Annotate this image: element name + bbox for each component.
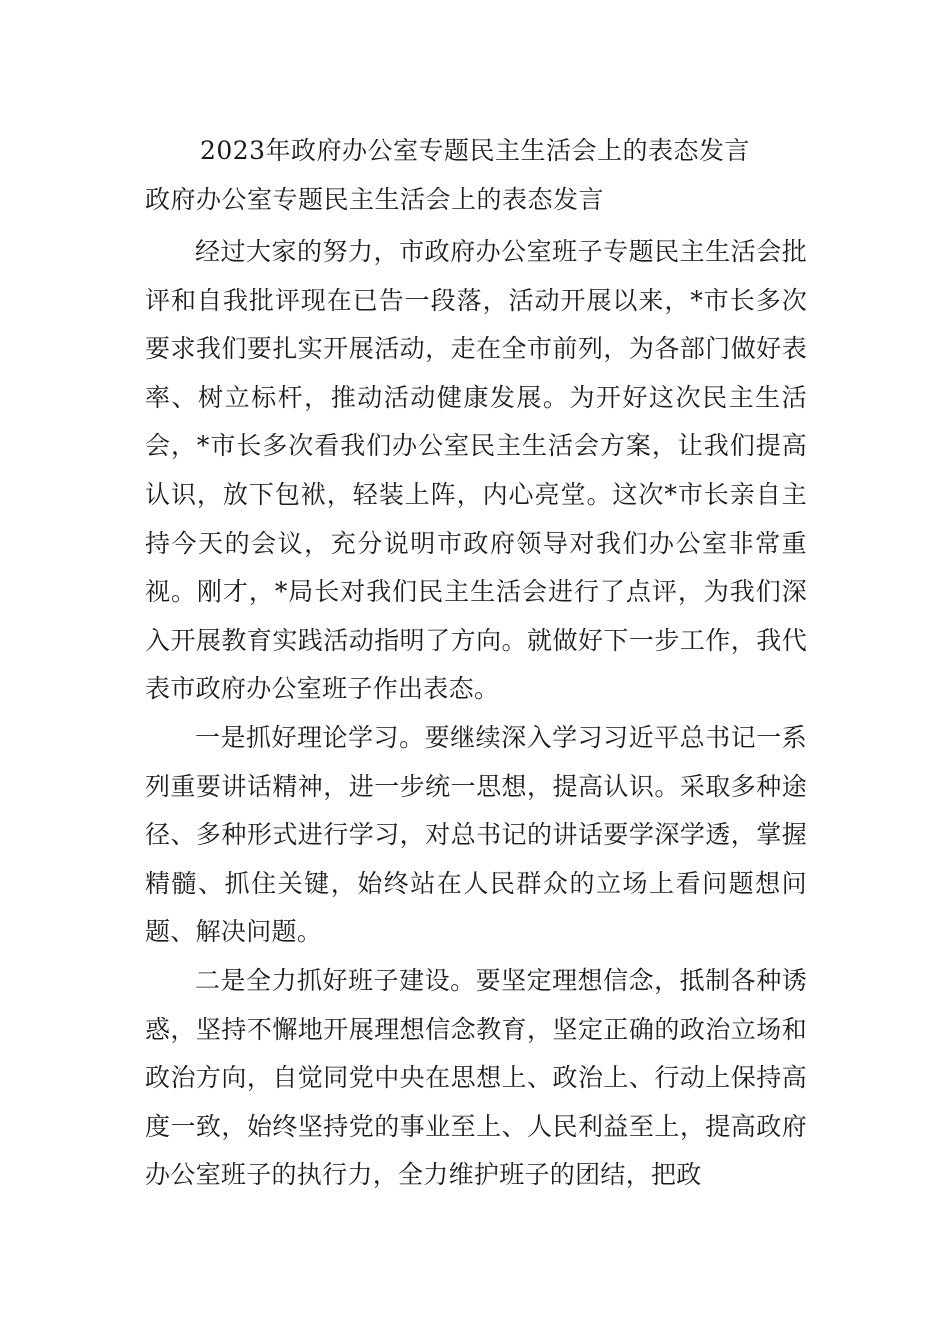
document-title: 2023年政府办公室专题民主生活会上的表态发言	[199, 136, 751, 165]
paragraph-team-building: 二是全力抓好班子建设。要坚定理想信念，抵制各种诱惑，坚持不懈地开展理想信念教育，坚定正确的政治立场和政治方向，自觉同党中央在思想上、政治上、行动上保持高度一致，始终坚持党的事业至上、人民利益至上，提高政府办公室班子的执行力，全力维护班子的团结，把政	[145, 965, 807, 1190]
paragraph-theory-study: 一是抓好理论学习。要继续深入学习习近平总书记一系列重要讲话精神，进一步统一思想，提高认识。采取多种途径、多种形式进行学习，对总书记的讲话要学深学透，掌握精髓、抓住关键，始终站在人民群众的立场上看问题想问题、解决问题。	[145, 722, 807, 947]
document-body	[145, 228, 807, 1200]
paragraph-intro: 经过大家的努力，市政府办公室班子专题民主生活会批评和自我批评现在已告一段落，活动开展以来，*市长多次要求我们要扎实开展活动，走在全市前列，为各部门做好表率、树立标杆，推动活动健康发展。为开好这次民主生活会，*市长多次看我们办公室民主生活会方案，让我们提高认识，放下包袱，轻装上阵，内心亮堂。这次*市长亲自主持今天的会议，充分说明市政府领导对我们办公室非常重视。刚才，*局长对我们民主生活会进行了点评，为我们深入开展教育实践活动指明了方向。就做好下一步工作，我代表市政府办公室班子作出表态。	[145, 237, 807, 704]
document-subtitle: 政府办公室专题民主生活会上的表态发言	[145, 185, 605, 214]
